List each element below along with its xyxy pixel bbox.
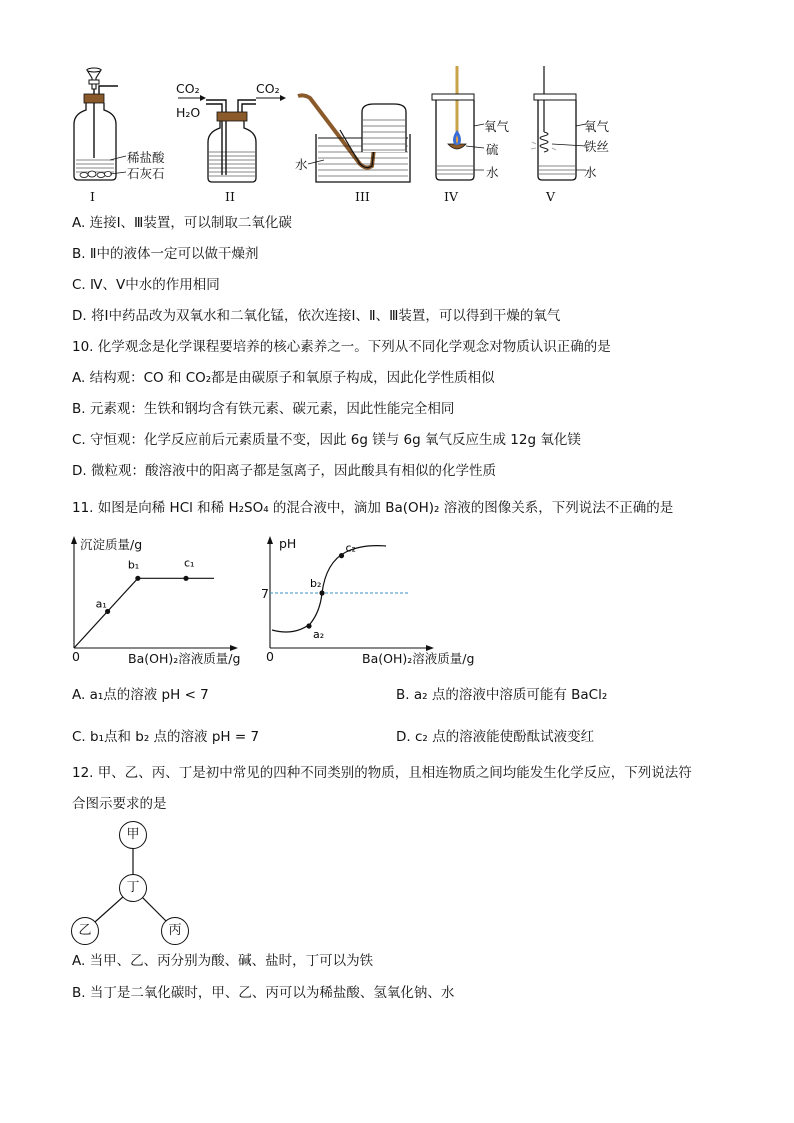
chart1-point-label-1: a₁ [95, 597, 107, 611]
h2o-label: H₂O [176, 105, 201, 120]
q9-option-b: B. Ⅱ中的液体一定可以做干燥剂 [72, 246, 259, 262]
oxygen-label-iv: 氧气 [484, 119, 510, 134]
co2-in-label: CO₂ [176, 81, 200, 96]
chart2-point-label-3: c₂ [345, 541, 356, 555]
q10-option-b: B. 元素观：生铁和钢均含有铁元素、碳元素，因此性能完全相同 [72, 401, 455, 417]
chart1-ylabel: 沉淀质量/g [80, 537, 143, 552]
chart2-point-2 [319, 590, 324, 595]
apparatus-iii-numeral: III [355, 189, 370, 204]
ph-curve [272, 546, 386, 632]
node-yi: 乙 [71, 917, 99, 945]
q11-option-a: A. a₁点的溶液 pH < 7 [72, 687, 209, 703]
q11-stem: 11. 如图是向稀 HCl 和稀 H₂SO₄ 的混合液中，滴加 Ba(OH)₂ 溶液的图像关系，下列说法不正确的是 [72, 500, 674, 516]
apparatus-iv-drawing [428, 64, 488, 189]
q12-option-a: A. 当甲、乙、丙分别为酸、碱、盐时，丁可以为铁 [72, 953, 374, 969]
chart2-point-label-2: b₂ [310, 577, 322, 590]
oxygen-label-v: 氧气 [584, 119, 610, 134]
q11-option-b: B. a₂ 点的溶液中溶质可能有 BaCl₂ [396, 687, 608, 703]
node-bing: 丙 [161, 917, 189, 945]
apparatus-v-numeral: V [546, 189, 556, 204]
q9-option-d: D. 将Ⅰ中药品改为双氧水和二氧化锰，依次连接Ⅰ、Ⅱ、Ⅲ装置，可以得到干燥的氧气 [72, 308, 561, 324]
q10-option-c: C. 守恒观：化学反应前后元素质量不变，因此 6g 镁与 6g 氧气反应生成 12g 氧化镁 [72, 432, 581, 448]
chart2-ylabel: pH [279, 536, 297, 551]
chart1-origin: 0 [72, 649, 80, 664]
co2-out-label: CO₂ [256, 81, 280, 96]
chart1-points [96, 556, 195, 614]
chart1-point-2 [135, 576, 140, 581]
limestone-label: 石灰石 [127, 166, 165, 181]
chart2-point-3 [339, 553, 344, 558]
q11-option-d: D. c₂ 点的溶液能使酚酞试液变红 [396, 729, 595, 745]
apparatus-ii-numeral: II [225, 189, 235, 204]
apparatus-i-drawing [70, 64, 130, 189]
chart1-point-label-3: c₁ [184, 556, 195, 570]
apparatus-ii-drawing [176, 90, 288, 190]
chart1-point-3 [183, 576, 188, 581]
chart2-xlabel: Ba(OH)₂溶液质量/g [362, 651, 475, 666]
apparatus-iii-drawing [294, 90, 424, 190]
water-label-v: 水 [584, 165, 597, 180]
apparatus-iv-numeral: IV [444, 189, 458, 204]
q10-option-a: A. 结构观：CO 和 CO₂都是由碳原子和氧原子构成，因此化学性质相似 [72, 370, 495, 386]
chart2-points [306, 542, 356, 641]
iron-wire-label: 铁丝 [584, 139, 610, 154]
q11-option-c: C. b₁点和 b₂ 点的溶液 pH = 7 [72, 729, 260, 745]
node-ding: 丁 [119, 874, 147, 902]
sulfur-label: 硫 [486, 142, 499, 157]
apparatus-v-drawing [530, 64, 590, 189]
chart2-ph7-tick: 7 [261, 586, 269, 601]
hydrochloric-acid-label: 稀盐酸 [127, 150, 165, 165]
q12-stem-line1: 12. 甲、乙、丙、丁是初中常见的四种不同类别的物质，且相连物质之间均能发生化学反应，下列说法符 [72, 765, 692, 781]
chart2-origin: 0 [266, 649, 274, 664]
q9-option-c: C. Ⅳ、Ⅴ中水的作用相同 [72, 277, 220, 293]
chart1-precipitate-line [74, 578, 214, 648]
q12-stem-line2: 合图示要求的是 [72, 796, 167, 812]
chart1-point-label-2: b₁ [127, 558, 140, 572]
chart2-y-arrow [267, 536, 273, 544]
water-label-iv: 水 [486, 165, 499, 180]
q10-stem: 10. 化学观念是化学课程要培养的核心素养之一。下列从不同化学观念对物质认识正确的是 [72, 339, 611, 355]
apparatus-i-numeral: I [90, 189, 95, 204]
q10-option-d: D. 微粒观：酸溶液中的阳离子都是氢离子，因此酸具有相似的化学性质 [72, 463, 496, 479]
chart2-point-label-1: a₂ [313, 628, 325, 641]
chart1-xlabel: Ba(OH)₂溶液质量/g [128, 651, 241, 666]
chart1-y-arrow [71, 536, 77, 544]
node-jia: 甲 [119, 821, 147, 849]
water-trough-label: 水 [295, 157, 308, 172]
q9-option-a: A. 连接Ⅰ、Ⅲ装置，可以制取二氧化碳 [72, 215, 292, 231]
chart2-point-1 [306, 623, 311, 628]
q12-option-b: B. 当丁是二氧化碳时，甲、乙、丙可以为稀盐酸、氢氧化钠、水 [72, 985, 455, 1001]
